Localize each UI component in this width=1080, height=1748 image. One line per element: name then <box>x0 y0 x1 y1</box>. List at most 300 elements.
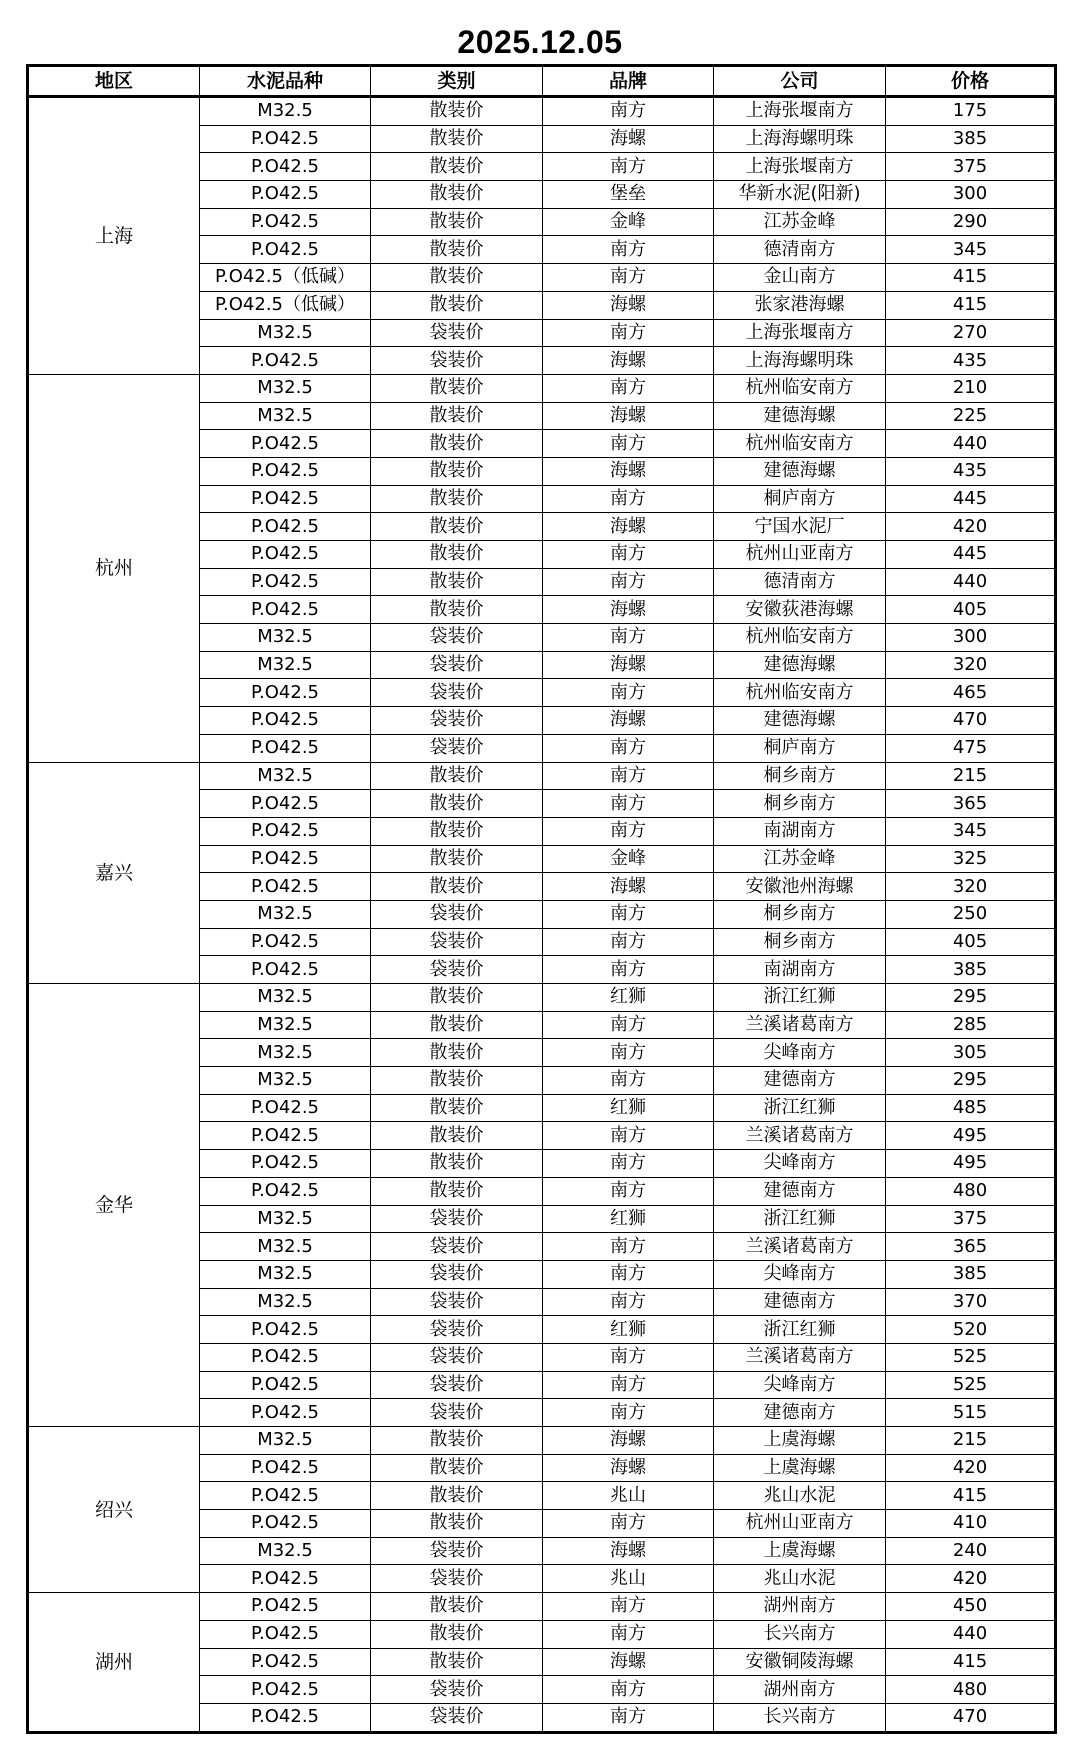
header-brand: 品牌 <box>543 66 714 97</box>
brand-cell: 南方 <box>543 1343 714 1371</box>
price-cell: 485 <box>886 1094 1056 1122</box>
cement-type-cell: P.O42.5 <box>200 956 371 984</box>
price-cell: 385 <box>886 956 1056 984</box>
header-region: 地区 <box>28 66 200 97</box>
cement-type-cell: P.O42.5 <box>200 347 371 375</box>
brand-cell: 堡垒 <box>543 181 714 209</box>
company-cell: 建德海螺 <box>714 651 886 679</box>
table-row <box>28 1427 1056 1455</box>
header-category: 类别 <box>371 66 543 97</box>
brand-cell: 南方 <box>543 734 714 762</box>
company-cell: 南湖南方 <box>714 956 886 984</box>
cement-type-cell: M32.5 <box>200 1537 371 1565</box>
category-cell: 散装价 <box>371 1454 543 1482</box>
cement-type-cell: P.O42.5 <box>200 845 371 873</box>
brand-cell: 海螺 <box>543 1648 714 1676</box>
brand-cell: 金峰 <box>543 208 714 236</box>
header-cement-type: 水泥品种 <box>200 66 371 97</box>
company-cell: 杭州临安南方 <box>714 624 886 652</box>
category-cell: 散装价 <box>371 181 543 209</box>
company-cell: 德清南方 <box>714 236 886 264</box>
cement-type-cell: P.O42.5 <box>200 513 371 541</box>
company-cell: 桐庐南方 <box>714 734 886 762</box>
brand-cell: 南方 <box>543 817 714 845</box>
price-cell: 320 <box>886 873 1056 901</box>
company-cell: 杭州临安南方 <box>714 374 886 402</box>
company-cell: 安徽池州海螺 <box>714 873 886 901</box>
company-cell: 长兴南方 <box>714 1703 886 1732</box>
brand-cell: 海螺 <box>543 1537 714 1565</box>
company-cell: 张家港海螺 <box>714 291 886 319</box>
company-cell: 安徽铜陵海螺 <box>714 1648 886 1676</box>
brand-cell: 南方 <box>543 1177 714 1205</box>
company-cell: 湖州南方 <box>714 1593 886 1621</box>
table-row <box>28 374 1056 402</box>
price-cell: 420 <box>886 513 1056 541</box>
cement-type-cell: P.O42.5 <box>200 430 371 458</box>
company-cell: 建德南方 <box>714 1177 886 1205</box>
cement-type-cell: M32.5 <box>200 651 371 679</box>
header-row <box>28 66 1056 97</box>
price-cell: 305 <box>886 1039 1056 1067</box>
brand-cell: 南方 <box>543 541 714 569</box>
cement-type-cell: P.O42.5 <box>200 1510 371 1538</box>
price-cell: 290 <box>886 208 1056 236</box>
table-row <box>28 762 1056 790</box>
price-cell: 295 <box>886 1067 1056 1095</box>
brand-cell: 南方 <box>543 1233 714 1261</box>
price-cell: 225 <box>886 402 1056 430</box>
company-cell: 尖峰南方 <box>714 1039 886 1067</box>
price-cell: 440 <box>886 568 1056 596</box>
price-cell: 415 <box>886 291 1056 319</box>
company-cell: 兰溪诸葛南方 <box>714 1122 886 1150</box>
cement-type-cell: P.O42.5 <box>200 1676 371 1704</box>
table-row <box>28 97 1056 126</box>
price-cell: 420 <box>886 1454 1056 1482</box>
category-cell: 袋装价 <box>371 1205 543 1233</box>
category-cell: 散装价 <box>371 1177 543 1205</box>
brand-cell: 南方 <box>543 153 714 181</box>
category-cell: 散装价 <box>371 1593 543 1621</box>
category-cell: 散装价 <box>371 1427 543 1455</box>
cement-type-cell: P.O42.5 <box>200 1150 371 1178</box>
cement-type-cell: P.O42.5 <box>200 928 371 956</box>
price-cell: 415 <box>886 1648 1056 1676</box>
category-cell: 袋装价 <box>371 319 543 347</box>
category-cell: 袋装价 <box>371 900 543 928</box>
cement-type-cell: M32.5 <box>200 984 371 1012</box>
brand-cell: 海螺 <box>543 1454 714 1482</box>
region-cell: 嘉兴 <box>28 762 200 984</box>
category-cell: 袋装价 <box>371 1703 543 1732</box>
price-cell: 215 <box>886 1427 1056 1455</box>
price-cell: 215 <box>886 762 1056 790</box>
cement-type-cell: P.O42.5 <box>200 817 371 845</box>
company-cell: 杭州临安南方 <box>714 679 886 707</box>
brand-cell: 南方 <box>543 374 714 402</box>
category-cell: 袋装价 <box>371 1343 543 1371</box>
cement-type-cell: P.O42.5 <box>200 1565 371 1593</box>
category-cell: 散装价 <box>371 1011 543 1039</box>
price-cell: 320 <box>886 651 1056 679</box>
category-cell: 散装价 <box>371 1648 543 1676</box>
company-cell: 长兴南方 <box>714 1620 886 1648</box>
category-cell: 散装价 <box>371 153 543 181</box>
brand-cell: 南方 <box>543 1676 714 1704</box>
table-row <box>28 1593 1056 1621</box>
category-cell: 袋装价 <box>371 347 543 375</box>
company-cell: 安徽荻港海螺 <box>714 596 886 624</box>
price-cell: 480 <box>886 1177 1056 1205</box>
page-title: 2025.12.05 <box>457 24 623 60</box>
price-cell: 445 <box>886 541 1056 569</box>
category-cell: 散装价 <box>371 291 543 319</box>
brand-cell: 南方 <box>543 430 714 458</box>
company-cell: 上虞海螺 <box>714 1427 886 1455</box>
brand-cell: 南方 <box>543 485 714 513</box>
cement-type-cell: P.O42.5 <box>200 734 371 762</box>
company-cell: 浙江红狮 <box>714 1205 886 1233</box>
price-cell: 370 <box>886 1288 1056 1316</box>
category-cell: 散装价 <box>371 873 543 901</box>
company-cell: 杭州山亚南方 <box>714 1510 886 1538</box>
cement-type-cell: P.O42.5（低碱） <box>200 291 371 319</box>
company-cell: 杭州临安南方 <box>714 430 886 458</box>
header-company: 公司 <box>714 66 886 97</box>
company-cell: 兆山水泥 <box>714 1565 886 1593</box>
company-cell: 江苏金峰 <box>714 845 886 873</box>
company-cell: 兰溪诸葛南方 <box>714 1343 886 1371</box>
company-cell: 金山南方 <box>714 264 886 292</box>
price-cell: 515 <box>886 1399 1056 1427</box>
brand-cell: 金峰 <box>543 845 714 873</box>
cement-type-cell: M32.5 <box>200 1233 371 1261</box>
price-cell: 415 <box>886 1482 1056 1510</box>
category-cell: 散装价 <box>371 208 543 236</box>
category-cell: 袋装价 <box>371 1233 543 1261</box>
cement-type-cell: P.O42.5 <box>200 457 371 485</box>
company-cell: 浙江红狮 <box>714 1316 886 1344</box>
category-cell: 散装价 <box>371 1067 543 1095</box>
brand-cell: 海螺 <box>543 402 714 430</box>
cement-type-cell: M32.5 <box>200 624 371 652</box>
cement-type-cell: M32.5 <box>200 1205 371 1233</box>
price-cell: 345 <box>886 817 1056 845</box>
price-cell: 495 <box>886 1150 1056 1178</box>
category-cell: 散装价 <box>371 457 543 485</box>
brand-cell: 南方 <box>543 1593 714 1621</box>
cement-type-cell: P.O42.5 <box>200 236 371 264</box>
category-cell: 袋装价 <box>371 1399 543 1427</box>
brand-cell: 南方 <box>543 1260 714 1288</box>
company-cell: 上海张堰南方 <box>714 153 886 181</box>
cement-type-cell: P.O42.5 <box>200 1343 371 1371</box>
category-cell: 散装价 <box>371 1039 543 1067</box>
category-cell: 袋装价 <box>371 679 543 707</box>
category-cell: 散装价 <box>371 984 543 1012</box>
price-cell: 525 <box>886 1371 1056 1399</box>
company-cell: 上虞海螺 <box>714 1537 886 1565</box>
company-cell: 尖峰南方 <box>714 1260 886 1288</box>
price-cell: 480 <box>886 1676 1056 1704</box>
cement-type-cell: P.O42.5 <box>200 1122 371 1150</box>
category-cell: 散装价 <box>371 430 543 458</box>
brand-cell: 海螺 <box>543 1427 714 1455</box>
brand-cell: 南方 <box>543 956 714 984</box>
cement-type-cell: P.O42.5（低碱） <box>200 264 371 292</box>
cement-type-cell: M32.5 <box>200 1011 371 1039</box>
category-cell: 散装价 <box>371 1510 543 1538</box>
cement-type-cell: M32.5 <box>200 1260 371 1288</box>
price-cell: 210 <box>886 374 1056 402</box>
price-cell: 345 <box>886 236 1056 264</box>
cement-type-cell: P.O42.5 <box>200 153 371 181</box>
category-cell: 袋装价 <box>371 1537 543 1565</box>
price-cell: 470 <box>886 707 1056 735</box>
price-cell: 405 <box>886 928 1056 956</box>
brand-cell: 南方 <box>543 1620 714 1648</box>
company-cell: 尖峰南方 <box>714 1150 886 1178</box>
company-cell: 上海张堰南方 <box>714 319 886 347</box>
cement-type-cell: P.O42.5 <box>200 1454 371 1482</box>
cement-type-cell: P.O42.5 <box>200 181 371 209</box>
price-cell: 525 <box>886 1343 1056 1371</box>
cement-type-cell: P.O42.5 <box>200 1593 371 1621</box>
category-cell: 散装价 <box>371 513 543 541</box>
company-cell: 湖州南方 <box>714 1676 886 1704</box>
cement-type-cell: P.O42.5 <box>200 1316 371 1344</box>
company-cell: 桐庐南方 <box>714 485 886 513</box>
cement-type-cell: M32.5 <box>200 1427 371 1455</box>
category-cell: 散装价 <box>371 1094 543 1122</box>
cement-type-cell: M32.5 <box>200 1288 371 1316</box>
brand-cell: 海螺 <box>543 513 714 541</box>
cement-type-cell: P.O42.5 <box>200 1648 371 1676</box>
brand-cell: 南方 <box>543 1150 714 1178</box>
category-cell: 散装价 <box>371 264 543 292</box>
company-cell: 建德南方 <box>714 1288 886 1316</box>
company-cell: 桐乡南方 <box>714 790 886 818</box>
brand-cell: 海螺 <box>543 707 714 735</box>
brand-cell: 南方 <box>543 319 714 347</box>
brand-cell: 南方 <box>543 97 714 126</box>
cement-type-cell: M32.5 <box>200 900 371 928</box>
price-cell: 475 <box>886 734 1056 762</box>
category-cell: 散装价 <box>371 762 543 790</box>
region-cell: 湖州 <box>28 1593 200 1732</box>
company-cell: 建德海螺 <box>714 402 886 430</box>
cement-type-cell: P.O42.5 <box>200 679 371 707</box>
category-cell: 袋装价 <box>371 1676 543 1704</box>
price-cell: 365 <box>886 1233 1056 1261</box>
category-cell: 散装价 <box>371 568 543 596</box>
region-cell: 杭州 <box>28 374 200 762</box>
company-cell: 南湖南方 <box>714 817 886 845</box>
company-cell: 桐乡南方 <box>714 762 886 790</box>
category-cell: 散装价 <box>371 790 543 818</box>
cement-type-cell: M32.5 <box>200 97 371 126</box>
brand-cell: 南方 <box>543 568 714 596</box>
brand-cell: 南方 <box>543 1039 714 1067</box>
price-cell: 300 <box>886 181 1056 209</box>
cement-type-cell: P.O42.5 <box>200 1620 371 1648</box>
brand-cell: 南方 <box>543 762 714 790</box>
price-cell: 365 <box>886 790 1056 818</box>
company-cell: 浙江红狮 <box>714 1094 886 1122</box>
price-cell: 325 <box>886 845 1056 873</box>
category-cell: 袋装价 <box>371 1260 543 1288</box>
price-cell: 410 <box>886 1510 1056 1538</box>
company-cell: 建德海螺 <box>714 707 886 735</box>
category-cell: 散装价 <box>371 402 543 430</box>
price-cell: 270 <box>886 319 1056 347</box>
category-cell: 袋装价 <box>371 956 543 984</box>
category-cell: 袋装价 <box>371 1565 543 1593</box>
cement-type-cell: P.O42.5 <box>200 1703 371 1732</box>
cement-type-cell: M32.5 <box>200 1067 371 1095</box>
company-cell: 浙江红狮 <box>714 984 886 1012</box>
header-price: 价格 <box>886 66 1056 97</box>
company-cell: 建德海螺 <box>714 457 886 485</box>
category-cell: 袋装价 <box>371 734 543 762</box>
price-cell: 375 <box>886 153 1056 181</box>
brand-cell: 南方 <box>543 236 714 264</box>
brand-cell: 兆山 <box>543 1482 714 1510</box>
brand-cell: 南方 <box>543 900 714 928</box>
brand-cell: 南方 <box>543 928 714 956</box>
category-cell: 散装价 <box>371 541 543 569</box>
brand-cell: 南方 <box>543 1067 714 1095</box>
price-cell: 385 <box>886 125 1056 153</box>
category-cell: 袋装价 <box>371 651 543 679</box>
cement-type-cell: P.O42.5 <box>200 1482 371 1510</box>
cement-type-cell: P.O42.5 <box>200 485 371 513</box>
cement-type-cell: M32.5 <box>200 319 371 347</box>
price-cell: 470 <box>886 1703 1056 1732</box>
cement-type-cell: P.O42.5 <box>200 790 371 818</box>
table-body <box>28 97 1056 1733</box>
price-cell: 435 <box>886 457 1056 485</box>
category-cell: 散装价 <box>371 97 543 126</box>
price-cell: 300 <box>886 624 1056 652</box>
cement-type-cell: M32.5 <box>200 762 371 790</box>
brand-cell: 南方 <box>543 1011 714 1039</box>
price-cell: 440 <box>886 430 1056 458</box>
price-cell: 440 <box>886 1620 1056 1648</box>
brand-cell: 南方 <box>543 1510 714 1538</box>
company-cell: 建德南方 <box>714 1399 886 1427</box>
brand-cell: 海螺 <box>543 596 714 624</box>
company-cell: 华新水泥(阳新) <box>714 181 886 209</box>
brand-cell: 海螺 <box>543 125 714 153</box>
price-cell: 415 <box>886 264 1056 292</box>
cement-type-cell: P.O42.5 <box>200 125 371 153</box>
company-cell: 桐乡南方 <box>714 900 886 928</box>
brand-cell: 红狮 <box>543 1094 714 1122</box>
brand-cell: 红狮 <box>543 984 714 1012</box>
price-cell: 450 <box>886 1593 1056 1621</box>
brand-cell: 南方 <box>543 1371 714 1399</box>
category-cell: 散装价 <box>371 485 543 513</box>
category-cell: 袋装价 <box>371 624 543 652</box>
company-cell: 建德南方 <box>714 1067 886 1095</box>
category-cell: 散装价 <box>371 374 543 402</box>
price-cell: 420 <box>886 1565 1056 1593</box>
region-cell: 金华 <box>28 984 200 1427</box>
category-cell: 散装价 <box>371 817 543 845</box>
brand-cell: 海螺 <box>543 347 714 375</box>
brand-cell: 南方 <box>543 1122 714 1150</box>
cement-type-cell: P.O42.5 <box>200 1399 371 1427</box>
cement-type-cell: P.O42.5 <box>200 568 371 596</box>
company-cell: 上海张堰南方 <box>714 97 886 126</box>
price-cell: 285 <box>886 1011 1056 1039</box>
table-header <box>28 66 1056 97</box>
company-cell: 江苏金峰 <box>714 208 886 236</box>
company-cell: 上虞海螺 <box>714 1454 886 1482</box>
brand-cell: 南方 <box>543 624 714 652</box>
table-row <box>28 984 1056 1012</box>
brand-cell: 南方 <box>543 264 714 292</box>
brand-cell: 南方 <box>543 790 714 818</box>
cement-type-cell: P.O42.5 <box>200 873 371 901</box>
region-cell: 上海 <box>28 97 200 375</box>
company-cell: 桐乡南方 <box>714 928 886 956</box>
category-cell: 散装价 <box>371 1150 543 1178</box>
price-cell: 295 <box>886 984 1056 1012</box>
price-cell: 435 <box>886 347 1056 375</box>
cement-type-cell: M32.5 <box>200 402 371 430</box>
cement-type-cell: M32.5 <box>200 374 371 402</box>
category-cell: 袋装价 <box>371 928 543 956</box>
cement-type-cell: P.O42.5 <box>200 1094 371 1122</box>
brand-cell: 红狮 <box>543 1205 714 1233</box>
category-cell: 散装价 <box>371 596 543 624</box>
price-table <box>26 64 1057 1734</box>
company-cell: 杭州山亚南方 <box>714 541 886 569</box>
category-cell: 散装价 <box>371 125 543 153</box>
brand-cell: 海螺 <box>543 457 714 485</box>
category-cell: 袋装价 <box>371 1371 543 1399</box>
category-cell: 袋装价 <box>371 1288 543 1316</box>
cement-type-cell: P.O42.5 <box>200 596 371 624</box>
price-cell: 520 <box>886 1316 1056 1344</box>
category-cell: 散装价 <box>371 845 543 873</box>
brand-cell: 南方 <box>543 1703 714 1732</box>
company-cell: 上海海螺明珠 <box>714 125 886 153</box>
brand-cell: 红狮 <box>543 1316 714 1344</box>
cement-type-cell: M32.5 <box>200 1039 371 1067</box>
category-cell: 散装价 <box>371 1482 543 1510</box>
brand-cell: 南方 <box>543 1288 714 1316</box>
brand-cell: 南方 <box>543 1399 714 1427</box>
price-cell: 495 <box>886 1122 1056 1150</box>
brand-cell: 兆山 <box>543 1565 714 1593</box>
category-cell: 袋装价 <box>371 1316 543 1344</box>
price-cell: 240 <box>886 1537 1056 1565</box>
price-cell: 375 <box>886 1205 1056 1233</box>
cement-type-cell: P.O42.5 <box>200 707 371 735</box>
cement-type-cell: P.O42.5 <box>200 1177 371 1205</box>
region-cell: 绍兴 <box>28 1427 200 1593</box>
category-cell: 散装价 <box>371 1620 543 1648</box>
company-cell: 兰溪诸葛南方 <box>714 1011 886 1039</box>
company-cell: 上海海螺明珠 <box>714 347 886 375</box>
company-cell: 兰溪诸葛南方 <box>714 1233 886 1261</box>
price-cell: 250 <box>886 900 1056 928</box>
category-cell: 袋装价 <box>371 707 543 735</box>
